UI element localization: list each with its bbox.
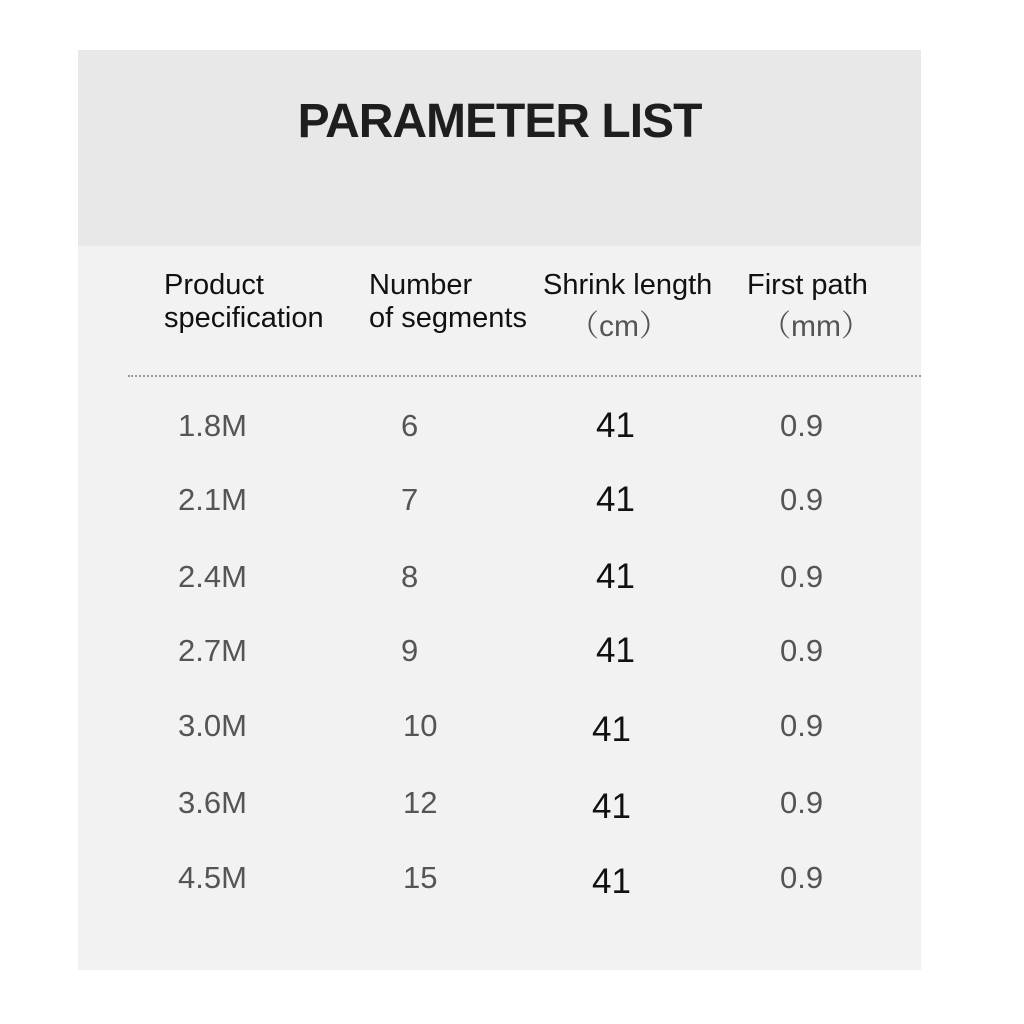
header-line: of segments bbox=[369, 302, 527, 334]
header-line: Number bbox=[369, 269, 473, 301]
cell-shrink: 41 bbox=[596, 480, 635, 519]
header-divider bbox=[128, 375, 921, 377]
cell-spec: 2.7M bbox=[178, 633, 247, 668]
cell-first-path: 0.9 bbox=[780, 633, 824, 668]
cell-shrink: 41 bbox=[596, 557, 635, 596]
cell-spec: 2.1M bbox=[178, 482, 247, 517]
header-line: Product bbox=[164, 269, 264, 301]
page-title: PARAMETER LIST bbox=[297, 95, 702, 148]
header-unit: （cm） bbox=[569, 310, 669, 343]
cell-shrink: 41 bbox=[592, 862, 631, 901]
cell-segments: 10 bbox=[403, 708, 438, 743]
table-row bbox=[78, 706, 921, 749]
cell-spec: 3.0M bbox=[178, 708, 247, 743]
header-line: specification bbox=[164, 302, 324, 334]
cell-first-path: 0.9 bbox=[780, 785, 824, 820]
cell-shrink: 41 bbox=[592, 710, 631, 749]
cell-spec: 1.8M bbox=[178, 408, 247, 443]
cell-shrink: 41 bbox=[592, 787, 631, 826]
table-row bbox=[78, 631, 921, 671]
cell-segments: 8 bbox=[401, 559, 419, 594]
title-band bbox=[78, 50, 921, 246]
cell-segments: 15 bbox=[403, 860, 438, 895]
cell-segments: 6 bbox=[401, 408, 419, 443]
cell-segments: 9 bbox=[401, 633, 419, 668]
cell-segments: 12 bbox=[403, 785, 438, 820]
table-row bbox=[78, 858, 921, 901]
header-number-of-segments bbox=[369, 269, 527, 335]
cell-shrink: 41 bbox=[596, 406, 635, 445]
header-line: First path bbox=[747, 269, 868, 301]
header-first-path bbox=[747, 269, 871, 343]
cell-first-path: 0.9 bbox=[780, 860, 824, 895]
parameter-card bbox=[78, 50, 921, 970]
header-line: Shrink length bbox=[543, 269, 713, 301]
cell-first-path: 0.9 bbox=[780, 482, 824, 517]
cell-spec: 2.4M bbox=[178, 559, 247, 594]
cell-spec: 4.5M bbox=[178, 860, 247, 895]
table-row bbox=[78, 557, 921, 597]
cell-first-path: 0.9 bbox=[780, 559, 824, 594]
cell-spec: 3.6M bbox=[178, 785, 247, 820]
cell-first-path: 0.9 bbox=[780, 408, 824, 443]
table-row bbox=[78, 783, 921, 826]
table-row bbox=[78, 406, 921, 446]
cell-segments: 7 bbox=[401, 482, 419, 517]
cell-shrink: 41 bbox=[596, 631, 635, 670]
header-unit: （mm） bbox=[761, 310, 871, 343]
header-shrink-length bbox=[543, 269, 712, 343]
header-product-specification bbox=[164, 269, 324, 335]
table-row bbox=[78, 480, 921, 520]
cell-first-path: 0.9 bbox=[780, 708, 824, 743]
